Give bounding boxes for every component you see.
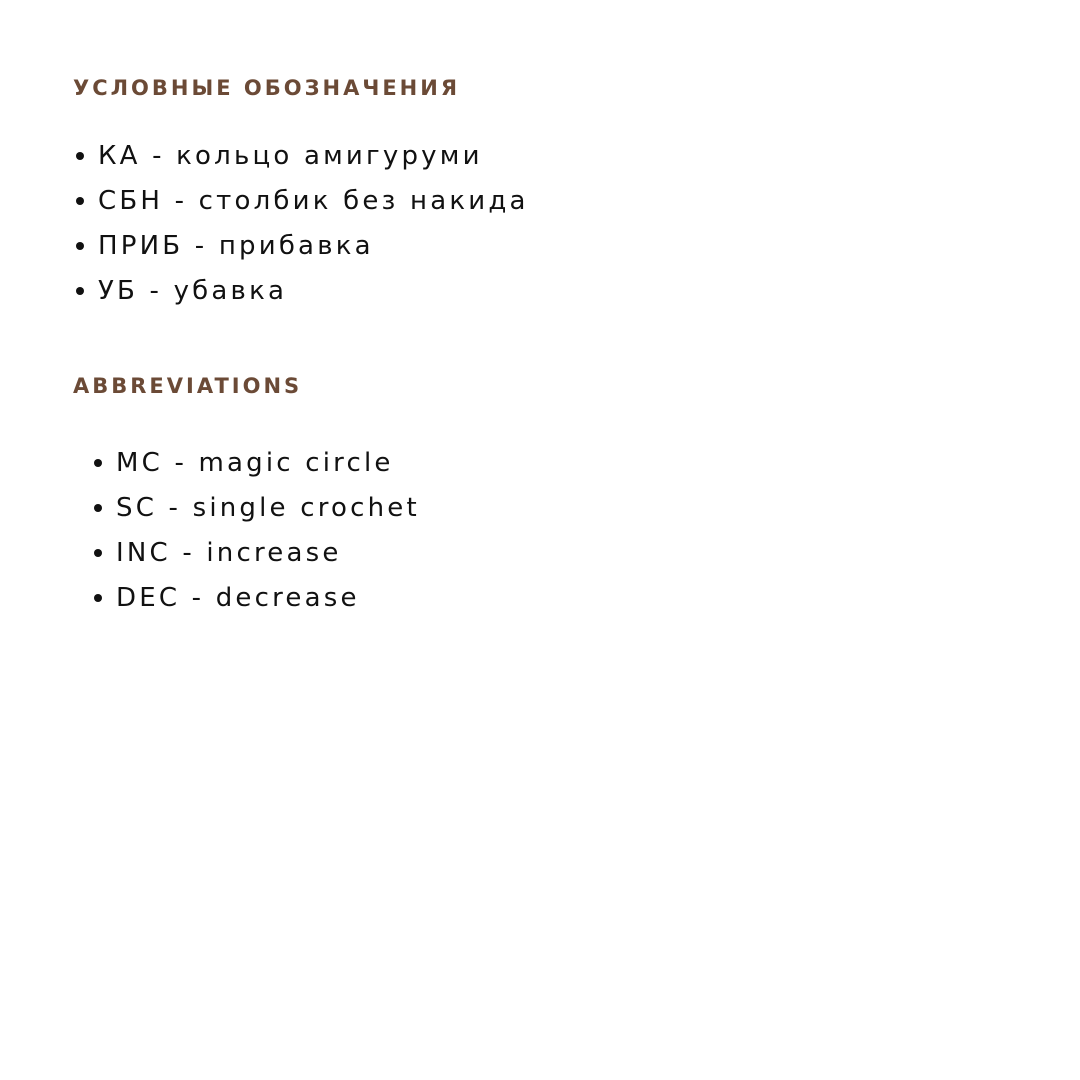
bullet-icon — [94, 549, 102, 557]
list-item-text: DEC - decrease — [116, 582, 360, 613]
list-item-text: ПРИБ - прибавка — [98, 230, 374, 261]
russian-heading: УСЛОВНЫЕ ОБОЗНАЧЕНИЯ — [73, 76, 460, 100]
list-item — [76, 133, 529, 178]
list-item — [94, 485, 420, 530]
list-item-text: INC - increase — [116, 537, 342, 568]
bullet-icon — [94, 504, 102, 512]
russian-abbreviations-list — [76, 133, 529, 313]
bullet-icon — [94, 594, 102, 602]
english-abbreviations-list — [94, 440, 420, 620]
list-item-text: MC - magic circle — [116, 447, 394, 478]
list-item — [94, 440, 420, 485]
list-item-text: СБН - столбик без накида — [98, 185, 529, 216]
bullet-icon — [76, 242, 84, 250]
bullet-icon — [94, 459, 102, 467]
russian-abbreviations-section — [73, 74, 529, 313]
list-item — [76, 223, 529, 268]
list-item-text: КА - кольцо амигуруми — [98, 140, 483, 171]
english-abbreviations-section — [73, 372, 420, 620]
list-item-text: SC - single crochet — [116, 492, 420, 523]
bullet-icon — [76, 287, 84, 295]
list-item — [94, 530, 420, 575]
bullet-icon — [76, 197, 84, 205]
bullet-icon — [76, 152, 84, 160]
english-heading: ABBREVIATIONS — [73, 374, 303, 398]
list-item — [76, 178, 529, 223]
list-item-text: УБ - убавка — [98, 275, 288, 306]
list-item — [94, 575, 420, 620]
list-item — [76, 268, 529, 313]
